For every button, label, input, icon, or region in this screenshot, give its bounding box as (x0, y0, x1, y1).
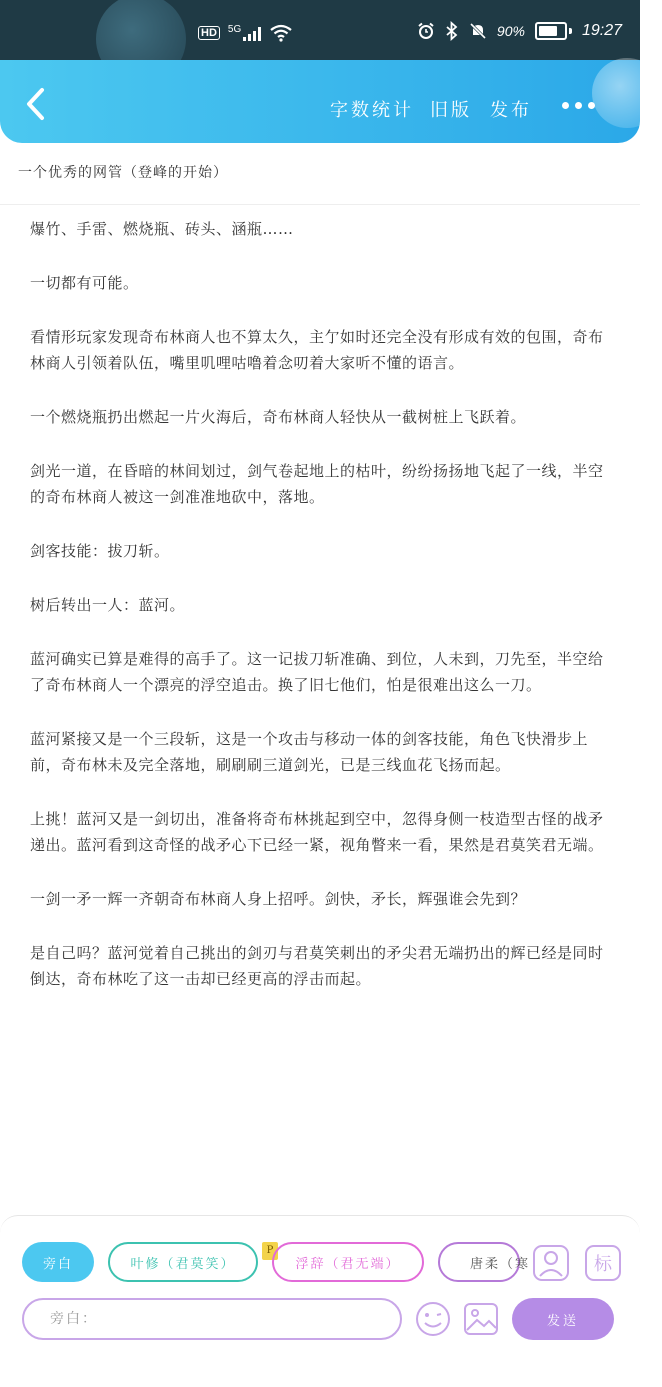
tag-icon[interactable] (584, 1244, 622, 1282)
decor-orb (592, 58, 662, 128)
bluetooth-icon (445, 22, 459, 40)
paragraph: 爆竹、手雷、燃烧瓶、砖头、涵瓶…… (30, 220, 294, 238)
more-icon[interactable] (562, 102, 595, 109)
chevron-left-icon (22, 86, 52, 122)
compose-bar (0, 1215, 640, 1342)
document-body[interactable] (30, 216, 604, 1020)
paragraph: 一剑一矛一辉一齐朝奇布林商人身上招呼。剑快，矛长，辉强谁会先到？ (30, 890, 527, 908)
title-divider (0, 204, 640, 205)
clock: 19:27 (581, 22, 622, 39)
paragraph: 剑客技能：拔刀斩。 (30, 542, 170, 560)
battery-icon (535, 22, 572, 40)
paragraph: 蓝河确实已算是难得的高手了。这一记拔刀斩准确、到位，人未到，刀先至，半空给了奇布林商人一个漂亮的浮空追击。换了旧七他们，怕是很难出这么一刀。 (30, 650, 604, 694)
status-left (198, 24, 293, 42)
role-chip-2[interactable]: 浮辞（君无端） (272, 1242, 424, 1282)
alarm-icon (417, 22, 435, 40)
send-button[interactable]: 发送 (512, 1298, 614, 1340)
role-chip-1[interactable]: 叶修（君莫笑） (108, 1242, 258, 1282)
tag-icon-label: 标 (594, 1254, 612, 1275)
paragraph: 一个燃烧瓶扔出燃起一片火海后，奇布林商人轻快从一截树桩上飞跃着。 (30, 408, 527, 426)
role-chip-3[interactable]: 唐柔（寒 (438, 1242, 520, 1282)
battery-percent: 90% (496, 23, 525, 39)
document-title: 一个优秀的网管（登峰的开始） (18, 165, 228, 181)
wifi-icon (269, 24, 293, 42)
message-input[interactable]: 旁白： (22, 1298, 402, 1340)
status-bar (0, 0, 640, 60)
mute-bell-icon (469, 22, 487, 40)
network-label: 5G (227, 24, 242, 35)
image-icon[interactable] (462, 1300, 500, 1338)
word-count-button[interactable]: 字数统计 (330, 100, 414, 121)
header-actions (330, 96, 550, 122)
paragraph: 一切都有可能。 (30, 274, 139, 292)
paragraph: 蓝河紧接又是一个三段斩，这是一个攻击与移动一体的剑客技能，角色飞快滑步上前，奇布林未及完全落地，刷刷刷三道剑光，已是三线血花飞扬而起。 (30, 730, 589, 774)
paragraph: 剑光一道，在昏暗的林间划过，剑气卷起地上的枯叶，纷纷扬扬地飞起了一线，半空的奇布林商人被这一剑准准地砍中，落地。 (30, 462, 604, 506)
note-badge: P (262, 1242, 278, 1260)
paragraph: 是自己吗？蓝河觉着自己挑出的剑刃与君莫笑刺出的矛尖君无端扔出的辉已经是同时倒达，奇布林吃了这一击却已经更高的浮击而起。 (30, 944, 604, 988)
character-avatar-icon[interactable] (532, 1244, 570, 1282)
back-button[interactable] (22, 86, 52, 122)
paragraph: 上挑！蓝河又是一剑切出，准备将奇布林挑起到空中，忽得身侧一枝造型古怪的战矛递出。蓝河看到这奇怪的战矛心下已经一紧，视角瞥来一看，果然是君莫笑君无端。 (30, 810, 604, 854)
signal-icon (243, 25, 261, 41)
status-right (417, 22, 622, 40)
smiley-face-icon[interactable] (414, 1300, 452, 1338)
paragraph: 看情形玩家发现奇布林商人也不算太久，主亇如时还完全没有形成有效的包围，奇布林商人引领着队伍，嘴里叽哩咕噜着念叨着大家听不懂的语言。 (30, 328, 604, 372)
narration-chip[interactable]: 旁白 (22, 1242, 94, 1282)
app-header (0, 60, 640, 143)
hd-badge: HD (198, 26, 220, 40)
publish-button[interactable]: 发布 (490, 100, 532, 121)
paragraph: 树后转出一人：蓝河。 (30, 596, 186, 614)
old-version-button[interactable]: 旧版 (430, 100, 472, 121)
